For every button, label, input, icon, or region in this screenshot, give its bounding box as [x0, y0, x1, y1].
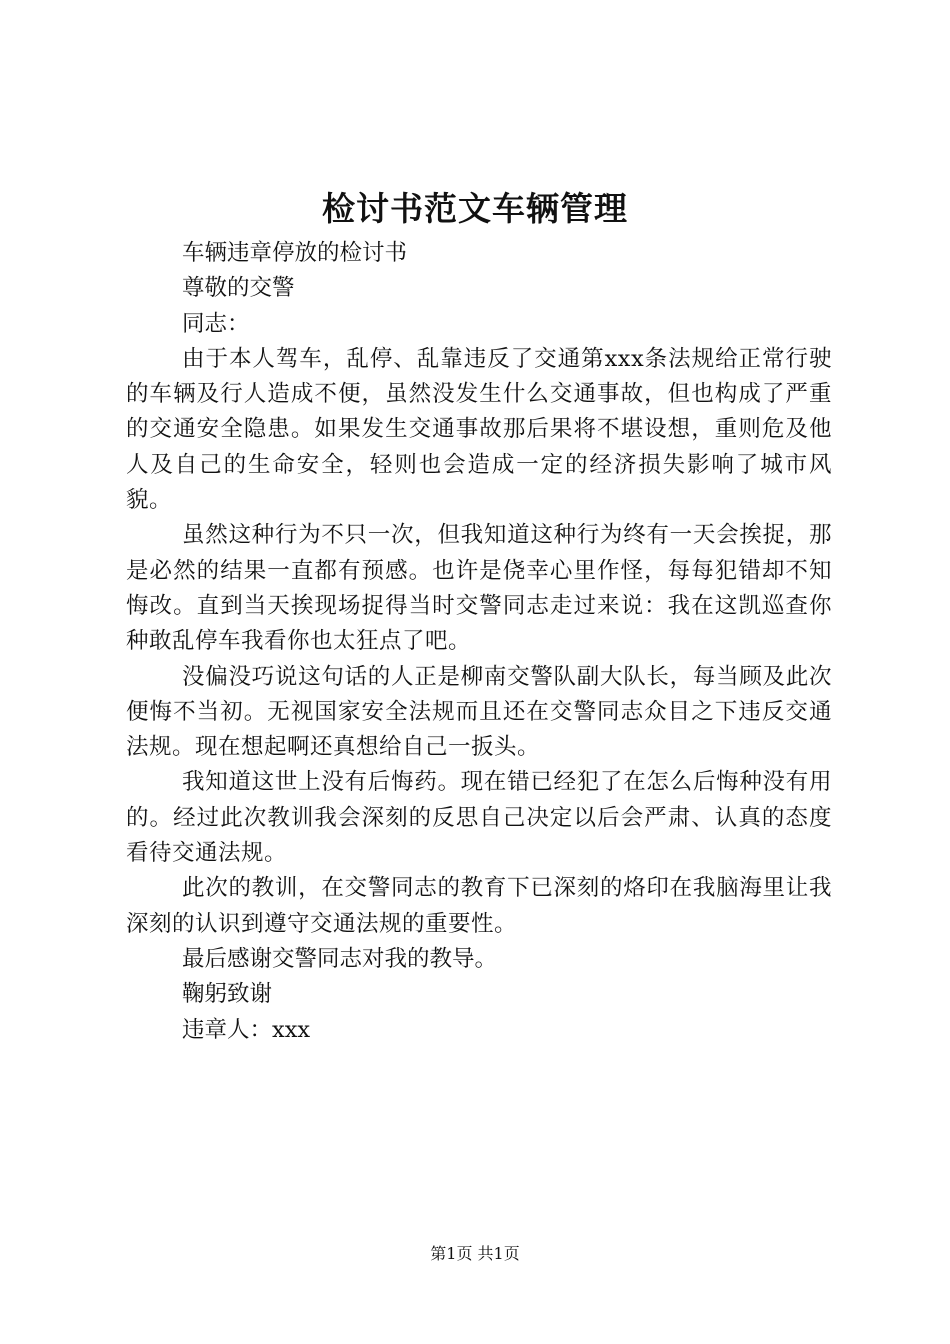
page-footer: 第1页 共1页 — [430, 1244, 520, 1263]
document-subtitle: 车辆违章停放的检讨书 — [182, 240, 408, 266]
salutation-recipient: 尊敬的交警 — [182, 275, 295, 302]
signature: 违章人：xxx — [182, 1016, 311, 1043]
paragraph: 没偏没巧说这句话的人正是柳南交警队副大队长，每当顾及此次便悔不当初。无视国家安全法规而且还在交警同志众目之下违反交通法规。现在想起啊还真想给自己一扳头。 — [126, 663, 832, 761]
page-title: 检讨书范文车辆管理 — [322, 189, 628, 228]
paragraph: 虽然这种行为不只一次，但我知道这种行为终有一天会挨捉，那是必然的结果一直都有预感。也许是侥幸心里作怪，每每犯错却不知悔改。直到当天挨现场捉得当时交警同志走过来说：我在这凯巡查你种敢乱停车我看你也太狂点了吧。 — [126, 522, 832, 655]
closing-bow: 鞠躬致谢 — [182, 981, 273, 1008]
document-body — [126, 236, 832, 1048]
closing-thanks: 最后感谢交警同志对我的教导。 — [182, 945, 498, 972]
salutation-address: 同志： — [182, 310, 250, 337]
paragraph: 我知道这世上没有后悔药。现在错已经犯了在怎么后悔种没有用的。经过此次教训我会深刻的反思自己决定以后会严肃、认真的态度看待交通法规。 — [126, 769, 832, 867]
paragraph: 由于本人驾车，乱停、乱靠违反了交通第xxx条法规给正常行驶的车辆及行人造成不便，虽然没发生什么交通事故，但也构成了严重的交通安全隐患。如果发生交通事故那后果将不堪设想，重则危及他人及自己的生命安全，轻则也会造成一定的经济损失影响了城市风貌。 — [126, 345, 832, 514]
paragraph: 此次的教训，在交警同志的教育下已深刻的烙印在我脑海里让我深刻的认识到遵守交通法规的重要性。 — [126, 875, 832, 937]
